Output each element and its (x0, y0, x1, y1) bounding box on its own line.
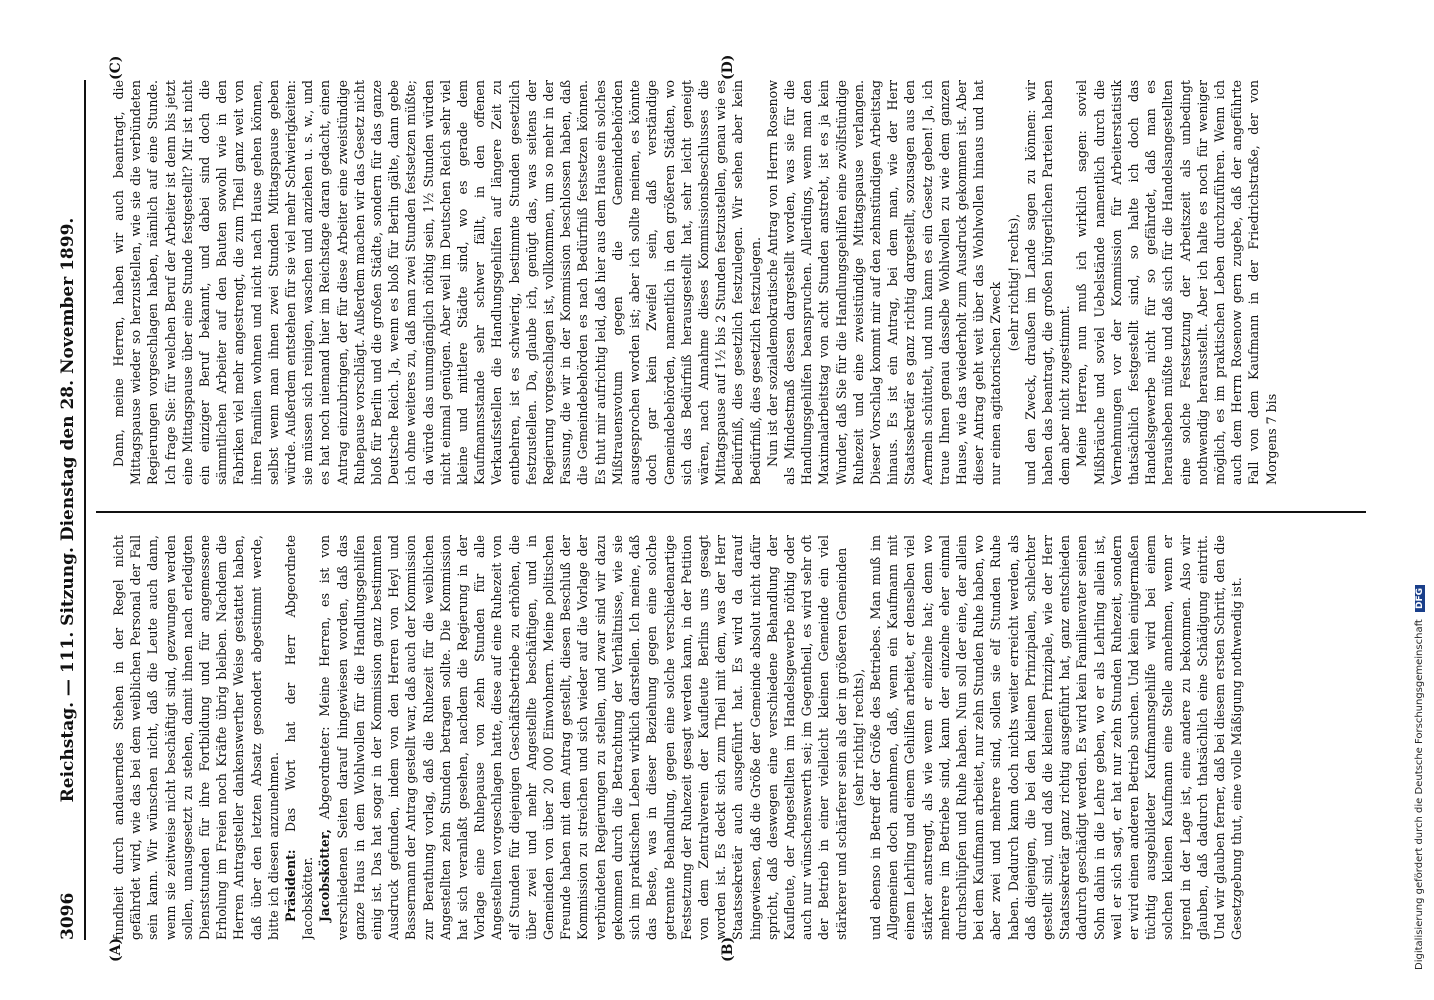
dfg-logo: DFG (1415, 585, 1425, 612)
margin-marker-d: (D) (720, 54, 736, 80)
margin-marker-a: (A) (108, 937, 124, 962)
paragraph: Dann, meine Herren, haben wir auch beantragt, die Mittagspause wieder so herzustellen, wie sie die verbündeten Regierungen vorgeschlagen haben, nämlich auf eine Stunde. Ich frage Sie: für welchen Beruf der Arbeiter ist denn bis jetzt eine Mittagspause über eine Stunde festgestellt? Mir ist nicht ein einziger Beruf bekannt, und dabei sind doch die sämmtlichen Arbeiter auf den Bauten sowohl wie in den Fabriken viel mehr angestrengt, die zum Theil ganz weit von ihren Familien wohnen und nicht nach Hause gehen können, selbst wenn man ihnen zwei Stunden Mittagspause geben würde. Außerdem entstehen für sie viel mehr Schwierigkeiten: sie müssen sich reinigen, waschen und anziehen u. s. w., und es hat noch niemand hier im Reichstage daran gedacht, einen Antrag einzubringen, der für diese Arbeiter eine zweistündige Ruhepause vorschlägt. Außerdem machen wir das Gesetz nicht bloß für Berlin und die großen Städte, sondern für das ganze Deutsche Reich. Ja, wenn es bloß für Berlin gälte, dann gebe ich ohne weiteres zu, daß man zwei Stunden festsetzen müßte; da würde das unumgänglich nöthig sein, 1½ Stunden würden nicht einmal genügen. Aber weil im Deutschen Reich sehr viel kleine und mittlere Städte sind, wo es gerade dem Kaufmannsstande sehr schwer fällt, in den offenen Verkaufsstellen die Handlungsgehilfen auf längere Zeit zu entbehren, ist es schwierig, bestimmte Stunden gesetzlich festzustellen. Da, glaube ich, genügt das, was seitens der Regierung vorgeschlagen ist, vollkommen, um so mehr in der Fassung, die wir in der Kommission beschlossen haben, daß die Gemeindebehörden es nach Bedürfniß festsetzen können. Es thut mir aufrichtig leid, daß hier aus dem Hause ein solches Mißtrauensvotum gegen die Gemeindebehörden ausgesprochen worden ist; aber ich sollte meinen, es könnte doch gar kein Zweifel sein, daß verständige Gemeindebehörden, namentlich in den größeren Städten, wo sich das Bedürfniß herausgestellt hat, sehr leicht geneigt wären, nach Annahme dieses Kommissionsbeschlusses die Mittagspause auf 1½ bis 2 Stunden festzustellen, genau wie es Bedürfniß, dies gesetzlich festzulegen. Wir sehen aber kein Bedürfniß, dies gesetzlich festzulegen. (111, 80, 763, 485)
speaker-text: Das Wort hat der Herr Abgeordnete Jacobskötter. (283, 535, 316, 940)
speaker-name: Präsident: (283, 849, 299, 922)
paragraph: und ebenso in Betreff der Größe des Betriebes. Man muß im Allgemeinen doch annehmen, daß, wenn ein Kaufmann mit einem Lehrling und einem Gehilfen arbeitet, er denselben viel stärker anstrengt, als wie wenn er einzelne hat; denn wo mehrere im Betriebe sind, kann der einzelne eher einmal durchschlüpfen und Ruhe haben. Nun soll der eine, der allein bei dem Kaufmann arbeitet, nur zehn Stunden Ruhe haben, wo aber zwei und mehrere sind, sollen sie elf Stunden Ruhe haben. Dadurch kann doch nichts weiter erreicht werden, als daß diejenigen, die bei den kleinen Prinzipalen, schlechter gestellt sind, und daß die kleinen Prinzipale, wie der Herr Staatssekretär ganz richtig ausgeführt hat, ganz entschieden dadurch geschädigt werden. Es wird kein Familienvater seinen Sohn dahin in die Lehre geben, wo er als Lehrling allein ist, weil er sich sagt, er hat nur zehn Stunden Ruhezeit, sondern er wird einen anderen Betrieb suchen. Und kein einigermaßen tüchtig ausgebildeter Kaufmannsgehilfe wird bei einem solchen kleinen Kaufmann eine Stelle annehmen, wenn er irgend in der Lage ist, eine andere zu bekommen. Also wir glauben, daß dadurch thatsächlich eine Schädigung eintritt. Und wir glauben ferner, daß bei diesem ersten Schritt, den die Gesetzgebung thut, eine volle Mäßigung nothwendig ist. (867, 535, 1245, 940)
speaker-name: Jacobskötter, (317, 829, 333, 922)
interjection: (sehr richtig! rechts), (850, 668, 866, 807)
page-header (58, 80, 82, 940)
right-column (110, 80, 1290, 485)
left-column (110, 535, 1290, 940)
digitization-credit (1414, 30, 1428, 970)
column-divider (96, 511, 1366, 513)
paragraph: Nun ist der sozialdemokratische Antrag von Herrn Rosenow als Mindestmaß dessen dargestellt worden, was sie für die Handlungsgehilfen beanspruchen. Allerdings, wenn man den Maximalarbeitstag von acht Stunden anstrebt, ist es ja kein Wunder, daß Sie für die Handlungsgehilfen eine zwölfstündige Ruhezeit und eine zweistündige Mittagspause verlangen. Dieser Vorschlag kommt mir auf den zehnstündigen Arbeitstag hinaus. Es ist ein Antrag, bei dem man, wie der Herr Staatssekretär es ganz richtig dargestellt, sozusagen aus den Aermeln schüttelt, und nun kann es ein Gesetz geben! Ja, ich traue Ihnen genau dasselbe Wohlwollen zu wie dem ganzen Hause, wie das wiederholt zum Ausdruck gekommen ist. Aber dieser Antrag geht weit über das Wohlwollen hinaus und hat nur einen agitatorischen Zweck (764, 80, 1004, 485)
paragraph: Meine Herren, nun muß ich wirklich sagen: soviel Mißbräuche und soviel Uebelstände namentlich durch die Vernehmungen vor der Kommission für Arbeiterstatistik thatsächlich festgestellt sind, so halte ich doch das Handelsgewerbe nicht für so gefährdet, daß man es herausheben müßte und daß sich für die Handelsangestellten eine solche Festsetzung der Arbeitszeit als unbedingt nothwendig herausstellt. Aber ich halte es noch für weniger möglich, es im praktischen Leben durchzuführen. Wenn ich auch dem Herrn Rosenow gern zugebe, daß der angeführte Fall von dem Kaufmann in der Friedrichstraße, der von Morgens 7 bis (1074, 80, 1279, 485)
speaker-text: Abgeordneter: Meine Herren, es ist von verschiedenen Seiten darauf hingewiesen worden, daß das ganze Haus in dem Wohlwollen für die Handlungsgehilfen einig ist. Das hat sogar in der Kommission ganz bestimmten Ausdruck gefunden, indem von den Herren von Heyl und Bassermann der Antrag gestellt war, daß auch der Kommission zur Berathung vorlag, daß die Ruhezeit für die weiblichen Angestellten zehn Stunden betragen sollte. Die Kommission hat sich veranlaßt gesehen, nachdem die Regierung in der Vorlage eine Ruhepause von zehn Stunden für alle Angestellten vorgeschlagen hatte, diese auf eine Ruhezeit von elf Stunden für diejenigen Geschäftsbetriebe zu erhöhen, die über zwei und mehr Angestellte beschäftigen, und in Gemeinden von über 20 000 Einwohnern. Meine politischen Freunde haben mit dem Antrag gestellt, diesen Beschluß der Kommission zu streichen und sich wieder auf die Vorlage der verbündeten Regierungen zu stellen, und zwar sind wir dazu gekommen durch die Betrachtung der Verhältnisse, wie sie sich im praktischen Leben wirklich darstellen. Ich meine, daß das Beste, was in dieser Beziehung gegen eine solche getrennte Behandlung, gegen eine solche verschiedenartige Festsetzung der Ruhezeit gesagt werden kann, in der Petition von dem Zentralverein der Kaufleute Berlins uns gesagt worden ist. Es deckt sich zum Theil mit dem, was der Herr Staatssekretär auch ausgeführt hat. Es wird da darauf hingewiesen, daß die Größe der Gemeinde absolut nicht dafür spricht, daß deswegen eine verschiedene Behandlung der Kaufleute, der Angestellten im Handelsgewerbe nöthig oder auch nur wünschenswerth sei; im Gegentheil, es wird sehr oft der Betrieb in einer vielleicht kleinen Gemeinde ein viel stärkerer und schärferer sein als der in größeren Gemeinden (317, 535, 849, 940)
paragraph (316, 535, 849, 940)
paragraph: und den Zweck, draußen im Lande sagen zu können: wir haben das beantragt, die großen bürgerlichen Parteien haben dem aber nicht zugestimmt. (1022, 80, 1073, 485)
page-number: 3096 (58, 892, 78, 940)
header-rule (84, 80, 86, 940)
interjection: (sehr richtig! rechts), (1005, 213, 1021, 352)
credit-text: Digitalisierung gefördert durch die Deutsche Forschungsgemeinschaft (1414, 619, 1425, 970)
running-title: Reichstag. — 111. Sitzung. Dienstag den 28. November 1899. (58, 217, 78, 803)
document-page (0, 54, 1380, 1000)
paragraph: fundheit durch andauerndes Stehen in der Regel nicht gefährdet wird, wie das bei dem weiblichen Personal der Fall sein kann. Wir wünschen nicht, daß die Leute auch dann, wenn sie zeitweise nicht beschäftigt sind, gezwungen werden sollen, unausgesetzt zu stehen, damit ihnen nach erledigten Dienststunden für ihre Fortbildung und für angemessene Erholung im Freien noch Kräfte übrig bleiben. Nachdem die Herren Antragsteller dankenswerther Weise gestattet haben, daß über den letzten Absatz gesondert abgestimmt werde, bitte ich diesen anzunehmen. (111, 535, 281, 940)
margin-marker-c: (C) (108, 55, 124, 80)
margin-marker-b: (B) (720, 936, 736, 962)
paragraph (282, 535, 316, 940)
